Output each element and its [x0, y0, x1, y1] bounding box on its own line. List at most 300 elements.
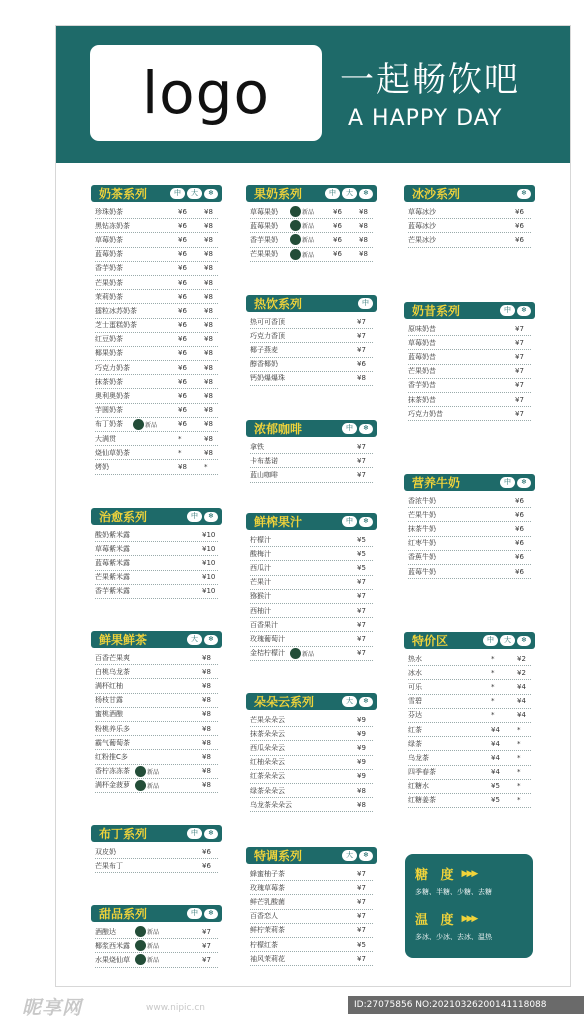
- item-name: 芒果汁: [250, 578, 271, 587]
- item-name: 乌龙茶: [408, 753, 429, 762]
- section-title: 布丁系列: [99, 827, 148, 841]
- list-item: [408, 652, 531, 666]
- price: ¥7: [357, 470, 366, 479]
- section-title: 果奶系列: [254, 187, 303, 201]
- item-name: 芒果紫米露: [95, 573, 130, 582]
- price-medium: *: [491, 711, 495, 720]
- list-item: [250, 219, 373, 233]
- list-item: [95, 542, 218, 556]
- section-healing: [91, 508, 222, 599]
- new-badge: [135, 766, 159, 777]
- new-badge-label: 新品: [147, 943, 160, 951]
- item-name: 香柠冻冻茶: [95, 767, 130, 776]
- new-badge-label: 新品: [302, 251, 315, 259]
- list-item: [250, 867, 373, 881]
- list-item: [408, 737, 531, 751]
- size-tags: [500, 477, 531, 488]
- price-medium: *: [491, 682, 495, 691]
- price: ¥7: [357, 456, 366, 465]
- price-medium: ¥6: [178, 406, 187, 415]
- price-medium: *: [178, 434, 182, 443]
- item-name: 芒果奶昔: [408, 367, 436, 376]
- list-item: [408, 508, 531, 522]
- item-list: [246, 864, 377, 966]
- item-name: 香蕉牛奶: [408, 553, 436, 562]
- list-item: [408, 537, 531, 551]
- list-item: [408, 565, 531, 579]
- list-item: [95, 694, 218, 708]
- new-badge: [290, 206, 314, 217]
- item-name: 西瓜汁: [250, 563, 271, 572]
- item-name: 玫瑰草莓茶: [250, 883, 285, 892]
- item-name: 鲜柠茉莉茶: [250, 926, 285, 935]
- price: ¥8: [202, 752, 211, 761]
- size-tags: [170, 188, 218, 199]
- list-item: [408, 766, 531, 780]
- size-tags: [342, 516, 373, 527]
- item-name: 烤奶: [95, 462, 109, 471]
- leaf-badge-icon: [290, 234, 301, 245]
- price: ¥6: [515, 235, 524, 244]
- list-item: [250, 924, 373, 938]
- list-item: [250, 590, 373, 604]
- size-tag: 大: [342, 850, 357, 861]
- item-name: 巧克力奶昔: [408, 409, 443, 418]
- section-title: 热饮系列: [254, 297, 303, 311]
- price-medium: ¥5: [491, 796, 500, 805]
- list-item: [95, 528, 218, 542]
- section-nutrition-milk: [404, 474, 535, 579]
- list-item: [250, 205, 373, 219]
- item-name: 蜜桃酒酿: [95, 710, 123, 719]
- item-name: 蓝莓冰沙: [408, 221, 436, 230]
- price-medium: ¥6: [178, 292, 187, 301]
- list-item: [250, 713, 373, 727]
- item-name: 香芋果奶: [250, 235, 278, 244]
- price: ¥10: [202, 573, 216, 582]
- list-item: [408, 794, 531, 808]
- item-name: 黑钻冻奶茶: [95, 221, 130, 230]
- price: ¥6: [357, 360, 366, 369]
- list-item: [95, 765, 218, 779]
- list-item: [408, 666, 531, 680]
- snowflake-icon: ❄: [517, 636, 531, 646]
- list-item: [95, 404, 218, 418]
- size-tag: 中: [342, 516, 357, 527]
- price: ¥10: [202, 544, 216, 553]
- item-list: [404, 319, 535, 421]
- item-name: 雪碧: [408, 697, 422, 706]
- list-item: [95, 679, 218, 693]
- list-item: [408, 695, 531, 709]
- list-item: [95, 925, 218, 939]
- price: ¥8: [202, 738, 211, 747]
- price-large: ¥8: [204, 207, 213, 216]
- section-title: 甜品系列: [99, 907, 148, 921]
- item-name: 满杯金菠萝: [95, 781, 130, 790]
- size-tag: 中: [500, 477, 515, 488]
- section-title: 浓郁咖啡: [254, 422, 303, 436]
- price-medium: ¥6: [178, 250, 187, 259]
- item-name: 香浓牛奶: [408, 496, 436, 505]
- item-name: 热水: [408, 654, 422, 663]
- list-item: [95, 736, 218, 750]
- price: ¥7: [357, 606, 366, 615]
- list-item: [95, 708, 218, 722]
- price: ¥8: [202, 681, 211, 690]
- size-tag: 中: [170, 188, 185, 199]
- item-name: 酸梅汁: [250, 549, 271, 558]
- price-large: ¥8: [359, 221, 368, 230]
- price-large: ¥8: [204, 335, 213, 344]
- price: ¥10: [202, 558, 216, 567]
- price: ¥7: [357, 897, 366, 906]
- item-name: 芋圆奶茶: [95, 406, 123, 415]
- list-item: [95, 304, 218, 318]
- price-medium: ¥4: [491, 753, 500, 762]
- list-item: [250, 233, 373, 247]
- new-badge-label: 新品: [147, 957, 160, 965]
- price-large: ¥8: [204, 448, 213, 457]
- item-name: 芒果冰沙: [408, 235, 436, 244]
- size-tag: 大: [187, 634, 202, 645]
- snowflake-icon: ❄: [359, 424, 373, 434]
- item-list: [246, 202, 377, 262]
- price: ¥9: [357, 758, 366, 767]
- leaf-badge-icon: [135, 766, 146, 777]
- list-item: [250, 547, 373, 561]
- new-badge-label: 新品: [302, 237, 315, 245]
- list-item: [408, 336, 531, 350]
- price: ¥6: [515, 553, 524, 562]
- item-name: 香芋奶茶: [95, 264, 123, 273]
- list-item: [250, 756, 373, 770]
- price-medium: ¥6: [178, 306, 187, 315]
- item-name: 乌龙茶朵朵云: [250, 800, 292, 809]
- list-item: [95, 953, 218, 967]
- section-header: [91, 185, 222, 202]
- price-large: ¥8: [359, 250, 368, 259]
- section-title: 特调系列: [254, 849, 303, 863]
- price-large: *: [517, 725, 521, 734]
- section-cloud: [246, 693, 377, 812]
- list-item: [408, 407, 531, 421]
- snowflake-icon: ❄: [204, 635, 218, 645]
- list-item: [95, 389, 218, 403]
- price: ¥7: [357, 317, 366, 326]
- list-item: [95, 219, 218, 233]
- list-item: [95, 347, 218, 361]
- section-special-mix: [246, 847, 377, 966]
- snowflake-icon: ❄: [204, 512, 218, 522]
- new-badge-label: 新品: [145, 421, 158, 429]
- size-tag: 大: [342, 188, 357, 199]
- list-item: [250, 881, 373, 895]
- size-tag: 中: [500, 305, 515, 316]
- price: ¥6: [515, 496, 524, 505]
- item-name: 蜂蜜柚子茶: [250, 869, 285, 878]
- snowflake-icon: ❄: [359, 189, 373, 199]
- section-header: [246, 420, 377, 437]
- list-item: [408, 522, 531, 536]
- leaf-badge-icon: [133, 419, 144, 430]
- size-tags: [483, 635, 531, 646]
- item-list: [246, 437, 377, 483]
- item-name: 奥利奥奶茶: [95, 392, 130, 401]
- price: ¥8: [202, 767, 211, 776]
- arrow-right-icon: ▶▶▶: [461, 868, 477, 879]
- price-medium: ¥6: [178, 207, 187, 216]
- section-header: [91, 905, 222, 922]
- list-item: [95, 262, 218, 276]
- price-large: ¥8: [204, 278, 213, 287]
- snowflake-icon: ❄: [517, 306, 531, 316]
- price: ¥6: [202, 861, 211, 870]
- item-name: 热可可香顶: [250, 317, 285, 326]
- item-name: 猕猴汁: [250, 592, 271, 601]
- list-item: [408, 751, 531, 765]
- price: ¥7: [357, 442, 366, 451]
- section-hot: [246, 295, 377, 386]
- section-title: 鲜果鲜茶: [99, 633, 148, 647]
- list-item: [250, 440, 373, 454]
- list-item: [408, 365, 531, 379]
- item-name: 杨枝甘露: [95, 696, 123, 705]
- price-large: ¥2: [517, 668, 526, 677]
- item-name: 蓝莓奶茶: [95, 250, 123, 259]
- price: ¥7: [357, 649, 366, 658]
- list-item: [408, 494, 531, 508]
- price-medium: ¥6: [333, 221, 342, 230]
- item-name: 抹茶朵朵云: [250, 729, 285, 738]
- list-item: [408, 219, 531, 233]
- list-item: [95, 333, 218, 347]
- price-medium: *: [491, 654, 495, 663]
- price-large: ¥8: [204, 221, 213, 230]
- leaf-badge-icon: [290, 206, 301, 217]
- price: ¥8: [357, 374, 366, 383]
- item-name: 双皮奶: [95, 847, 116, 856]
- price-large: *: [204, 462, 208, 471]
- list-item: [95, 556, 218, 570]
- item-name: 蓝莓奶昔: [408, 352, 436, 361]
- list-item: [250, 468, 373, 482]
- snowflake-icon: ❄: [359, 851, 373, 861]
- list-item: [408, 723, 531, 737]
- list-item: [95, 665, 218, 679]
- options-panel: [405, 854, 533, 958]
- item-name: 钙奶爆爆珠: [250, 374, 285, 383]
- size-tags: [342, 423, 373, 434]
- price: ¥5: [357, 940, 366, 949]
- price-medium: ¥6: [333, 250, 342, 259]
- section-coffee: [246, 420, 377, 483]
- section-fresh-fruit-tea: [91, 631, 222, 793]
- item-name: 原味奶昔: [408, 324, 436, 333]
- section-header: [246, 185, 377, 202]
- price-large: ¥8: [204, 406, 213, 415]
- size-tag: 中: [342, 423, 357, 434]
- new-badge: [290, 648, 314, 659]
- item-name: 大满贯: [95, 434, 116, 443]
- price: ¥7: [515, 367, 524, 376]
- price: ¥7: [202, 955, 211, 964]
- item-name: 巧克力香顶: [250, 331, 285, 340]
- size-tags: [325, 188, 373, 199]
- list-item: [408, 350, 531, 364]
- section-smoothie: [404, 185, 535, 248]
- price: ¥8: [202, 653, 211, 662]
- size-tags: [187, 511, 218, 522]
- list-item: [250, 315, 373, 329]
- snowflake-icon: ❄: [517, 478, 531, 488]
- price-medium: ¥6: [333, 235, 342, 244]
- price: ¥5: [357, 563, 366, 572]
- price: ¥5: [357, 549, 366, 558]
- list-item: [250, 329, 373, 343]
- logo-text: logo: [142, 59, 270, 127]
- size-tags: [187, 828, 218, 839]
- list-item: [250, 895, 373, 909]
- menu-title: 一起畅饮吧: [340, 60, 520, 100]
- item-name: 珍珠奶茶: [95, 207, 123, 216]
- section-title: 治愈系列: [99, 510, 148, 524]
- list-item: [95, 651, 218, 665]
- item-name: 袖风茉莉花: [250, 954, 285, 963]
- leaf-badge-icon: [135, 926, 146, 937]
- list-item: [250, 632, 373, 646]
- section-header: [404, 302, 535, 319]
- price-large: ¥4: [517, 697, 526, 706]
- price: ¥7: [357, 883, 366, 892]
- price-medium: *: [178, 448, 182, 457]
- list-item: [250, 647, 373, 661]
- item-name: 芒果牛奶: [408, 510, 436, 519]
- price: ¥6: [515, 207, 524, 216]
- snowflake-icon: ❄: [204, 909, 218, 919]
- list-item: [95, 750, 218, 764]
- item-name: 茉莉奶茶: [95, 292, 123, 301]
- price-large: *: [517, 768, 521, 777]
- price-large: *: [517, 782, 521, 791]
- list-item: [95, 939, 218, 953]
- temperature-options: 多冰、少冰、去冰、温热: [415, 933, 492, 941]
- price: ¥7: [357, 926, 366, 935]
- sugar-options: 多糖、半糖、少糖、去糖: [415, 888, 492, 896]
- leaf-badge-icon: [290, 249, 301, 260]
- list-item: [408, 379, 531, 393]
- item-name: 柠檬红茶: [250, 940, 278, 949]
- price-large: ¥4: [517, 682, 526, 691]
- snowflake-icon: ❄: [359, 517, 373, 527]
- item-name: 可乐: [408, 682, 422, 691]
- item-name: 蓝莓果奶: [250, 221, 278, 230]
- new-badge-label: 新品: [302, 223, 315, 231]
- size-tag: 大: [342, 696, 357, 707]
- item-name: 绿茶: [408, 739, 422, 748]
- list-item: [250, 910, 373, 924]
- price-medium: ¥6: [178, 278, 187, 287]
- price: ¥8: [357, 786, 366, 795]
- item-list: [91, 648, 222, 793]
- item-name: 酸奶紫米露: [95, 530, 130, 539]
- list-item: [250, 952, 373, 966]
- list-item: [95, 233, 218, 247]
- leaf-badge-icon: [290, 220, 301, 231]
- item-name: 白桃乌龙茶: [95, 667, 130, 676]
- price: ¥8: [202, 696, 211, 705]
- item-name: 香芋紫米露: [95, 587, 130, 596]
- price: ¥7: [515, 395, 524, 404]
- list-item: [95, 418, 218, 432]
- price-large: ¥8: [204, 306, 213, 315]
- section-milkshake: [404, 302, 535, 421]
- snowflake-icon: ❄: [204, 189, 218, 199]
- new-badge: [135, 940, 159, 951]
- size-tags: [187, 908, 218, 919]
- size-tag: 中: [325, 188, 340, 199]
- price: ¥7: [357, 331, 366, 340]
- item-name: 柠檬汁: [250, 535, 271, 544]
- price: ¥6: [515, 510, 524, 519]
- item-list: [404, 202, 535, 248]
- price: ¥7: [357, 620, 366, 629]
- price-large: ¥4: [517, 711, 526, 720]
- size-tags: [500, 305, 531, 316]
- section-title: 奶昔系列: [412, 304, 461, 318]
- price: ¥7: [357, 912, 366, 921]
- price-medium: ¥6: [178, 392, 187, 401]
- section-title: 冰沙系列: [412, 187, 461, 201]
- price-large: ¥8: [359, 207, 368, 216]
- price-medium: ¥4: [491, 739, 500, 748]
- list-item: [250, 938, 373, 952]
- price-medium: ¥6: [178, 221, 187, 230]
- list-item: [408, 780, 531, 794]
- price-large: ¥8: [204, 434, 213, 443]
- section-title: 奶茶系列: [99, 187, 148, 201]
- price-medium: ¥6: [178, 349, 187, 358]
- item-name: 抹茶牛奶: [408, 524, 436, 533]
- price: ¥5: [357, 535, 366, 544]
- item-name: 鲜芒乳酸菌: [250, 897, 285, 906]
- item-name: 香芋奶昔: [408, 381, 436, 390]
- price-large: *: [517, 753, 521, 762]
- item-list: [91, 202, 222, 475]
- section-header: [404, 632, 535, 649]
- price-medium: ¥5: [491, 782, 500, 791]
- price-medium: *: [491, 668, 495, 677]
- list-item: [250, 454, 373, 468]
- watermark-url: www.nipic.cn: [146, 1003, 205, 1013]
- price-large: ¥8: [204, 264, 213, 273]
- item-name: 红粉推C多: [95, 752, 128, 761]
- price: ¥7: [515, 352, 524, 361]
- watermark-logo: 昵享网: [22, 997, 83, 1019]
- snowflake-icon: ❄: [204, 829, 218, 839]
- section-header: [246, 295, 377, 312]
- section-juice: [246, 513, 377, 661]
- new-badge-label: 新品: [147, 929, 160, 937]
- price-medium: ¥6: [178, 264, 187, 273]
- new-badge: [135, 954, 159, 965]
- list-item: [250, 727, 373, 741]
- item-name: 红糖姜茶: [408, 796, 436, 805]
- list-item: [408, 680, 531, 694]
- list-item: [95, 375, 218, 389]
- price: ¥7: [202, 927, 211, 936]
- list-item: [408, 709, 531, 723]
